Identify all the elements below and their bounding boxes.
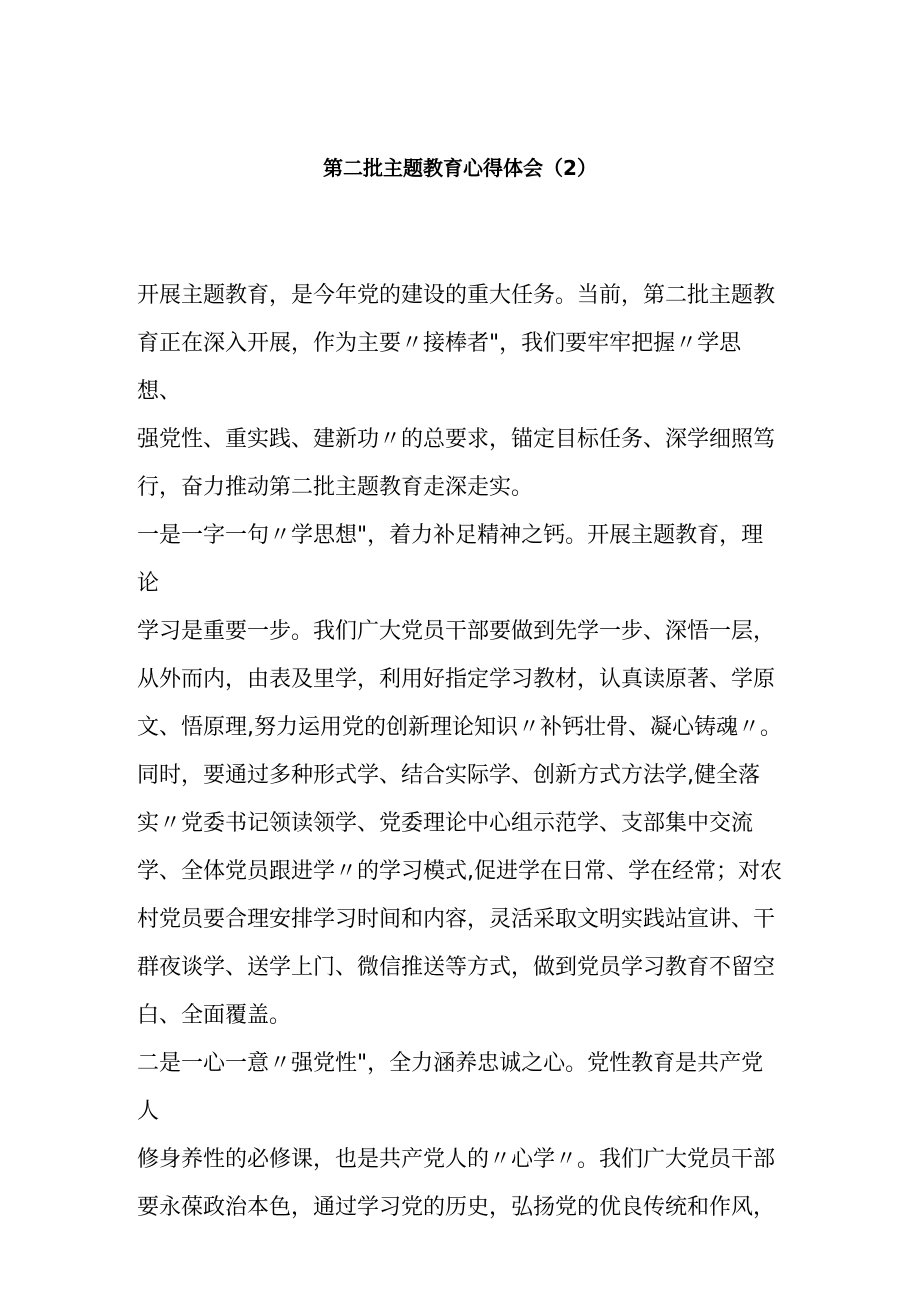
paragraph-party-spirit: 二是一心一意〃强党性"，全力涵养忠诚之心。党性教育是共产党人 修身养性的必修课，也是共产党人的〃心学〃。我们广大党员干部 要永葆政治本色，通过学习党的历史，弘扬党的优良传统和作风，	[137, 1051, 776, 1220]
paragraph-intro: 开展主题教育，是今年党的建设的重大任务。当前，第二批主题教 育正在深入开展，作为主要〃接棒者"，我们要牢牢把握〃学思想、 强党性、重实践、建新功〃的总要求，锚定目标任务、深学细照笃 行，奋力推动第二批主题教育走深走实。	[137, 283, 776, 500]
paragraph-study-thought: 一是一字一句〃学思想"，着力补足精神之钙。开展主题教育，理论 学习是重要一步。我们广大党员干部要做到先学一步、深悟一层， 从外而内，由表及里学，利用好指定学习教材，认真读原著、学原 文、悟原理,努力运用党的创新理论知识〃补钙壮骨、凝心铸魂〃。 同时，要通过多种形式学、结合实际学、创新方式方法学,健全落 实〃党委书记领读领学、党委理论中心组示范学、支部集中交流 学、全体党员跟进学〃的学习模式,促进学在日常、学在经常；对农 村党员要合理安排学习时间和内容，灵活采取文明实践站宣讲、干 群夜谈学、送学上门、微信推送等方式，做到党员学习教育不留空 白、全面覆盖。	[137, 523, 782, 1028]
document-title: 第二批主题教育心得体会（2）	[323, 156, 597, 180]
